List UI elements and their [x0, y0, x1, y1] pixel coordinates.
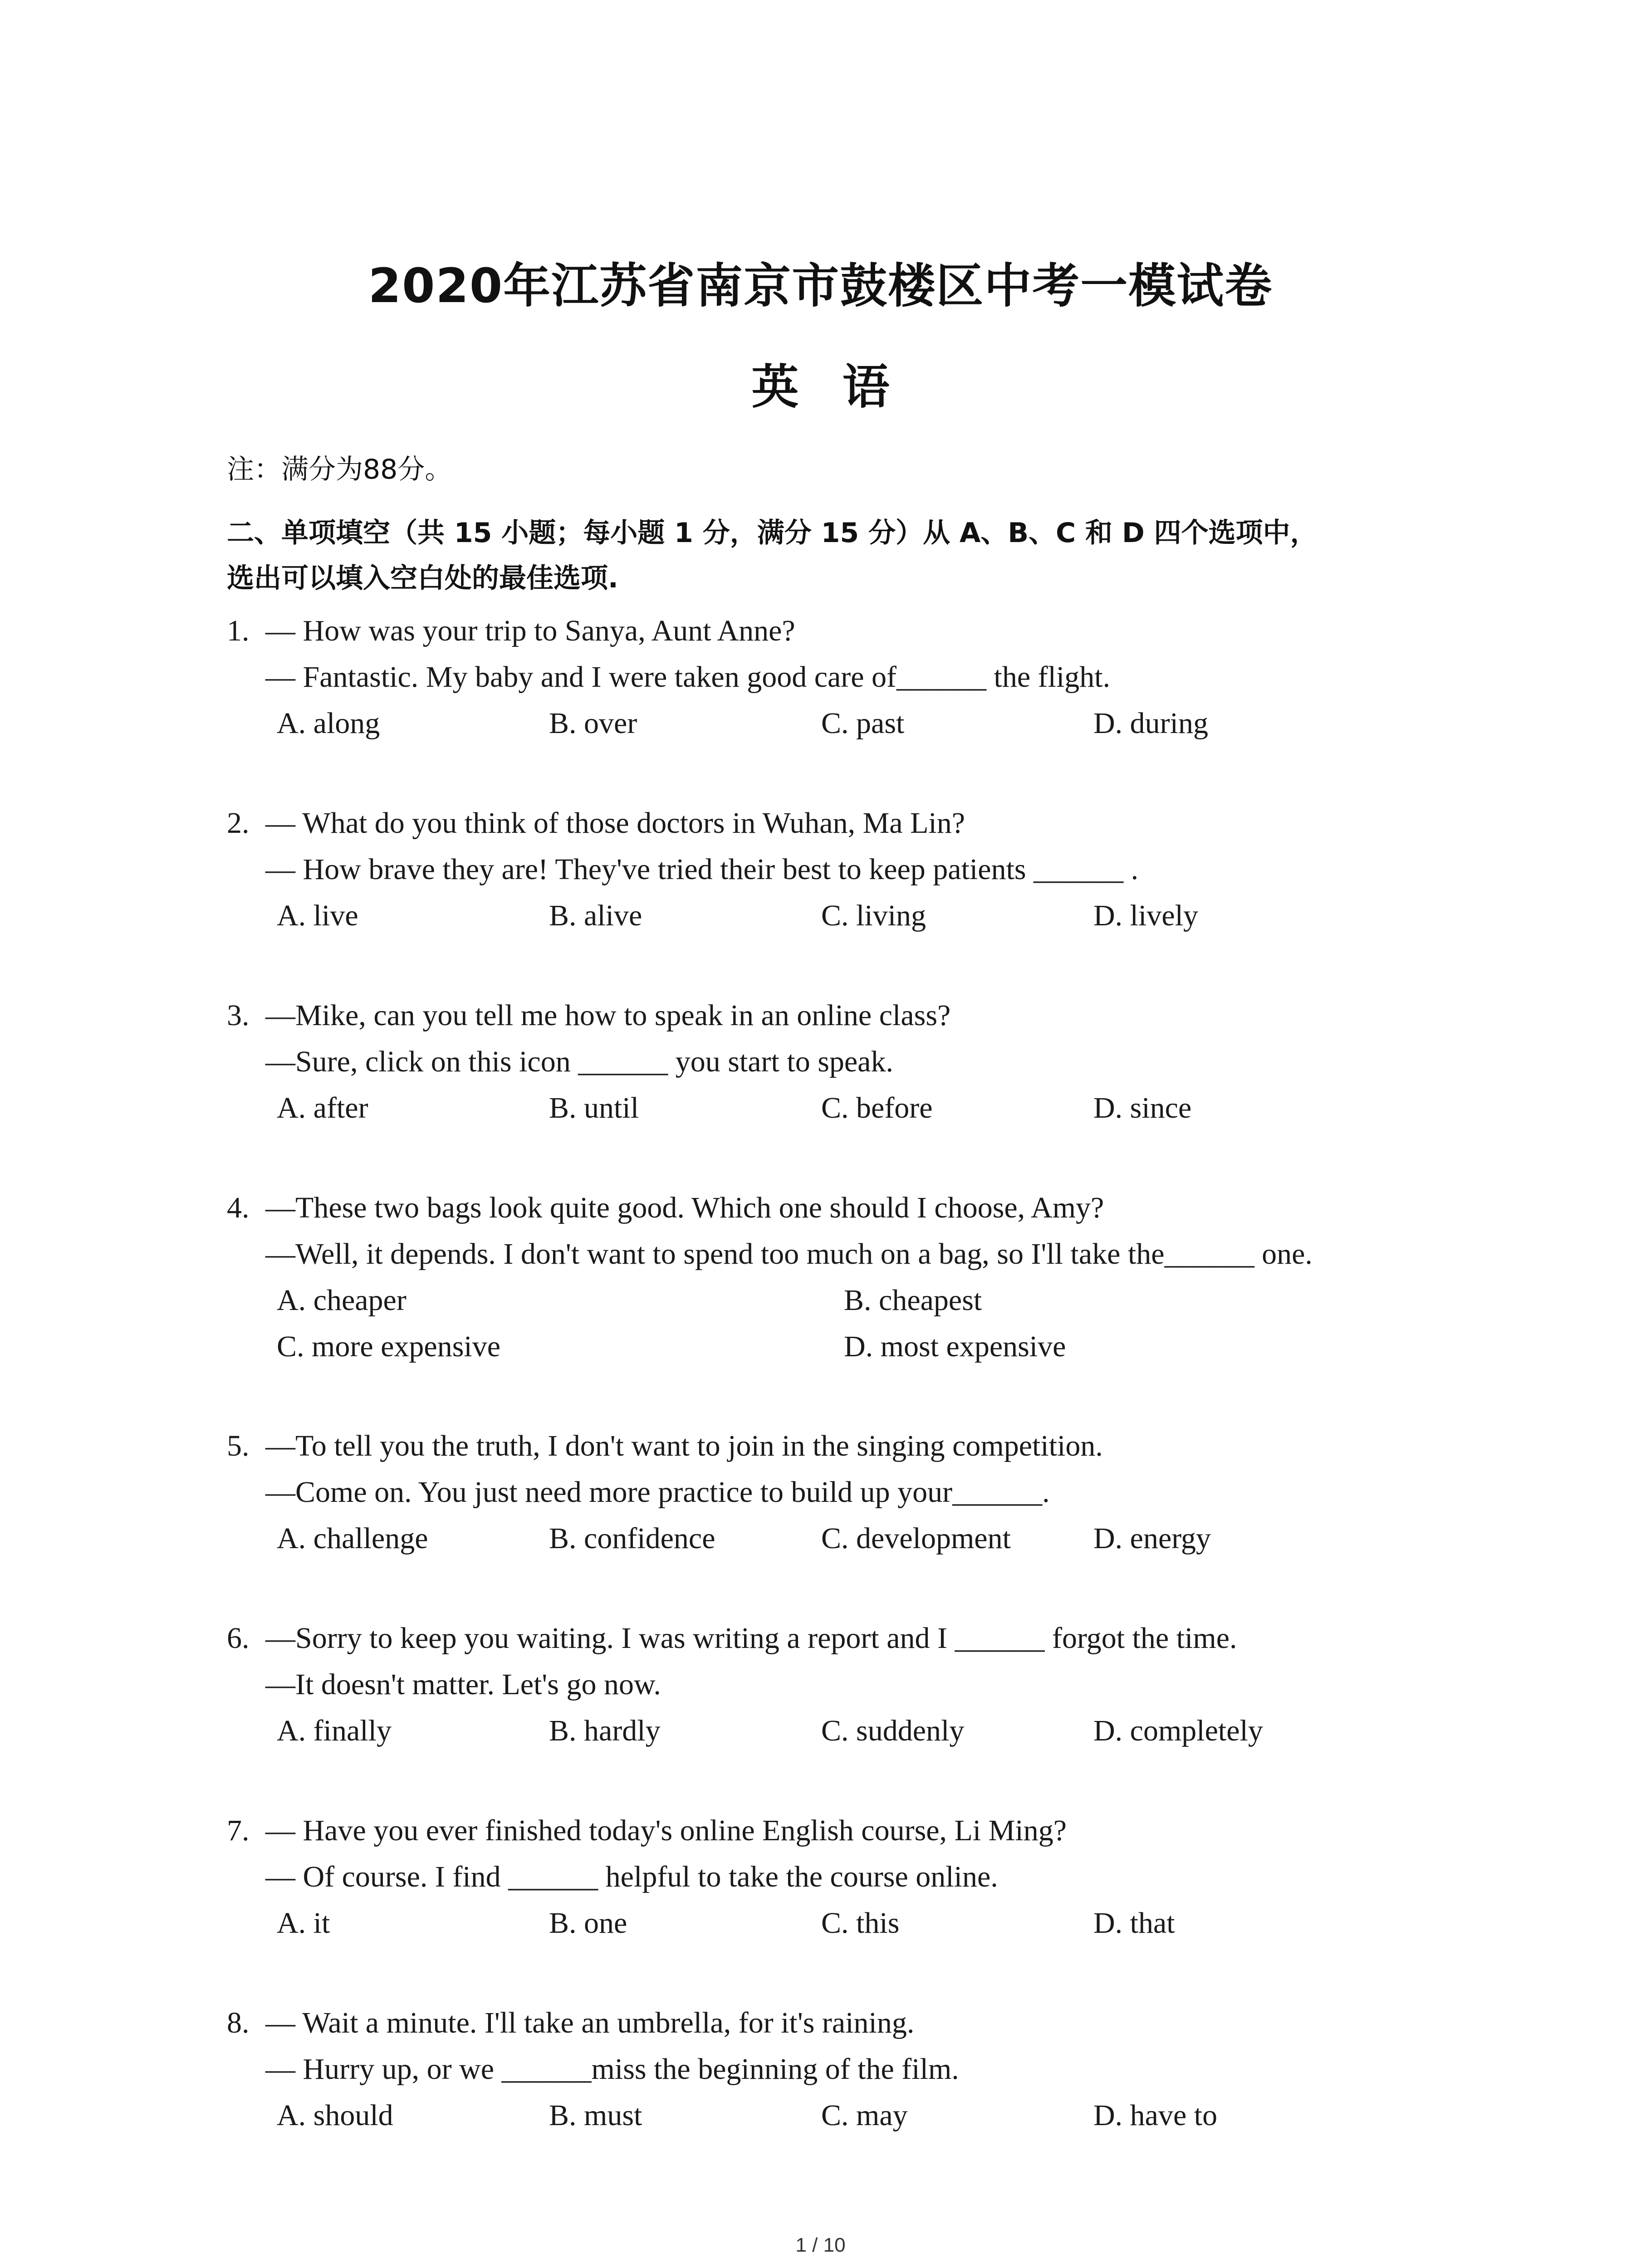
- question-response: — Fantastic. My baby and I were taken good care of______ the flight.: [265, 660, 1111, 694]
- question-response: —It doesn't matter. Let's go now.: [265, 1668, 661, 1701]
- option-b: B. alive: [549, 899, 642, 932]
- question-options: [227, 1085, 1452, 1131]
- question-response: —Well, it depends. I don't want to spend too much on a bag, so I'll take the______ one.: [265, 1237, 1313, 1271]
- question-number: 2.: [227, 807, 250, 840]
- option-d: D. since: [1093, 1091, 1192, 1124]
- option-a: A. finally: [277, 1714, 392, 1747]
- option-c: C. this: [821, 1906, 900, 1940]
- question-6: [227, 1615, 1452, 1754]
- question-prompt: —Sorry to keep you waiting. I was writing a report and I ______ forgot the time.: [265, 1622, 1237, 1655]
- question-8: [227, 2000, 1452, 2139]
- question-number: 4.: [227, 1191, 250, 1224]
- option-a: A. after: [277, 1091, 368, 1124]
- option-b: B. must: [549, 2099, 642, 2132]
- option-a: A. challenge: [277, 1522, 428, 1555]
- question-prompt: —Mike, can you tell me how to speak in an online class?: [265, 999, 951, 1032]
- page-title: 2020年江苏省南京市鼓楼区中考一模试卷: [368, 258, 1273, 313]
- option-d: D. have to: [1093, 2099, 1218, 2132]
- question-options-row2: [227, 1324, 1452, 1370]
- question-options: [227, 2092, 1452, 2139]
- option-d: D. that: [1093, 1906, 1175, 1940]
- question-response: — Of course. I find ______ helpful to take the course online.: [265, 1860, 998, 1893]
- option-a: A. cheaper: [277, 1284, 407, 1317]
- question-7: [227, 1808, 1452, 1946]
- question-4: [227, 1185, 1452, 1370]
- question-2: [227, 800, 1452, 939]
- question-number: 1.: [227, 614, 250, 647]
- option-c: C. more expensive: [277, 1330, 501, 1363]
- option-d: D. lively: [1093, 899, 1198, 932]
- option-b: B. one: [549, 1906, 627, 1940]
- option-b: B. cheapest: [844, 1284, 982, 1317]
- question-number: 7.: [227, 1814, 250, 1847]
- question-options: [227, 1900, 1452, 1946]
- question-options: [227, 700, 1452, 747]
- question-response: — How brave they are! They've tried their best to keep patients ______ .: [265, 853, 1139, 886]
- option-b: B. over: [549, 707, 637, 740]
- subject-heading: 英 语: [751, 359, 890, 415]
- section-instructions: [227, 510, 1461, 601]
- question-options: [227, 1515, 1452, 1562]
- option-b: B. confidence: [549, 1522, 715, 1555]
- question-options: [227, 893, 1452, 939]
- option-c: C. may: [821, 2099, 908, 2132]
- option-b: B. hardly: [549, 1714, 661, 1747]
- question-prompt: —To tell you the truth, I don't want to join in the singing competition.: [265, 1429, 1103, 1462]
- question-prompt: — Have you ever finished today's online English course, Li Ming?: [265, 1814, 1067, 1847]
- option-a: A. should: [277, 2099, 393, 2132]
- question-number: 8.: [227, 2006, 250, 2039]
- option-b: B. until: [549, 1091, 639, 1124]
- question-prompt: — What do you think of those doctors in Wuhan, Ma Lin?: [265, 807, 965, 840]
- score-note: 注：满分为88分。: [227, 454, 452, 485]
- question-number: 3.: [227, 999, 250, 1032]
- page-number: 1 / 10: [795, 2234, 846, 2256]
- option-a: A. it: [277, 1906, 330, 1940]
- question-response: —Come on. You just need more practice to build up your______.: [265, 1476, 1050, 1509]
- question-options-row1: [227, 1277, 1452, 1324]
- section-instructions-line1: 二、单项填空（共 15 小题；每小题 1 分，满分 15 分）从 A、B、C 和 D 四个选项中，: [227, 517, 1318, 549]
- question-prompt: —These two bags look quite good. Which one should I choose, Amy?: [265, 1191, 1104, 1224]
- option-c: C. living: [821, 899, 926, 932]
- option-d: D. most expensive: [844, 1330, 1066, 1363]
- question-prompt: — How was your trip to Sanya, Aunt Anne?: [265, 614, 795, 647]
- question-options: [227, 1708, 1452, 1754]
- question-prompt: — Wait a minute. I'll take an umbrella, for it's raining.: [265, 2006, 915, 2039]
- option-d: D. completely: [1093, 1714, 1263, 1747]
- option-c: C. suddenly: [821, 1714, 965, 1747]
- option-c: C. past: [821, 707, 905, 740]
- option-a: A. along: [277, 707, 380, 740]
- option-c: C. development: [821, 1522, 1011, 1555]
- question-response: —Sure, click on this icon ______ you start to speak.: [265, 1045, 893, 1078]
- question-1: [227, 608, 1452, 747]
- question-response: — Hurry up, or we ______miss the beginning of the film.: [265, 2053, 959, 2086]
- question-3: [227, 992, 1452, 1131]
- option-d: D. during: [1093, 707, 1208, 740]
- question-number: 6.: [227, 1622, 250, 1655]
- option-d: D. energy: [1093, 1522, 1211, 1555]
- section-instructions-line2: 选出可以填入空白处的最佳选项.: [227, 562, 618, 594]
- option-c: C. before: [821, 1091, 933, 1124]
- question-number: 5.: [227, 1429, 250, 1462]
- option-a: A. live: [277, 899, 358, 932]
- question-5: [227, 1423, 1452, 1562]
